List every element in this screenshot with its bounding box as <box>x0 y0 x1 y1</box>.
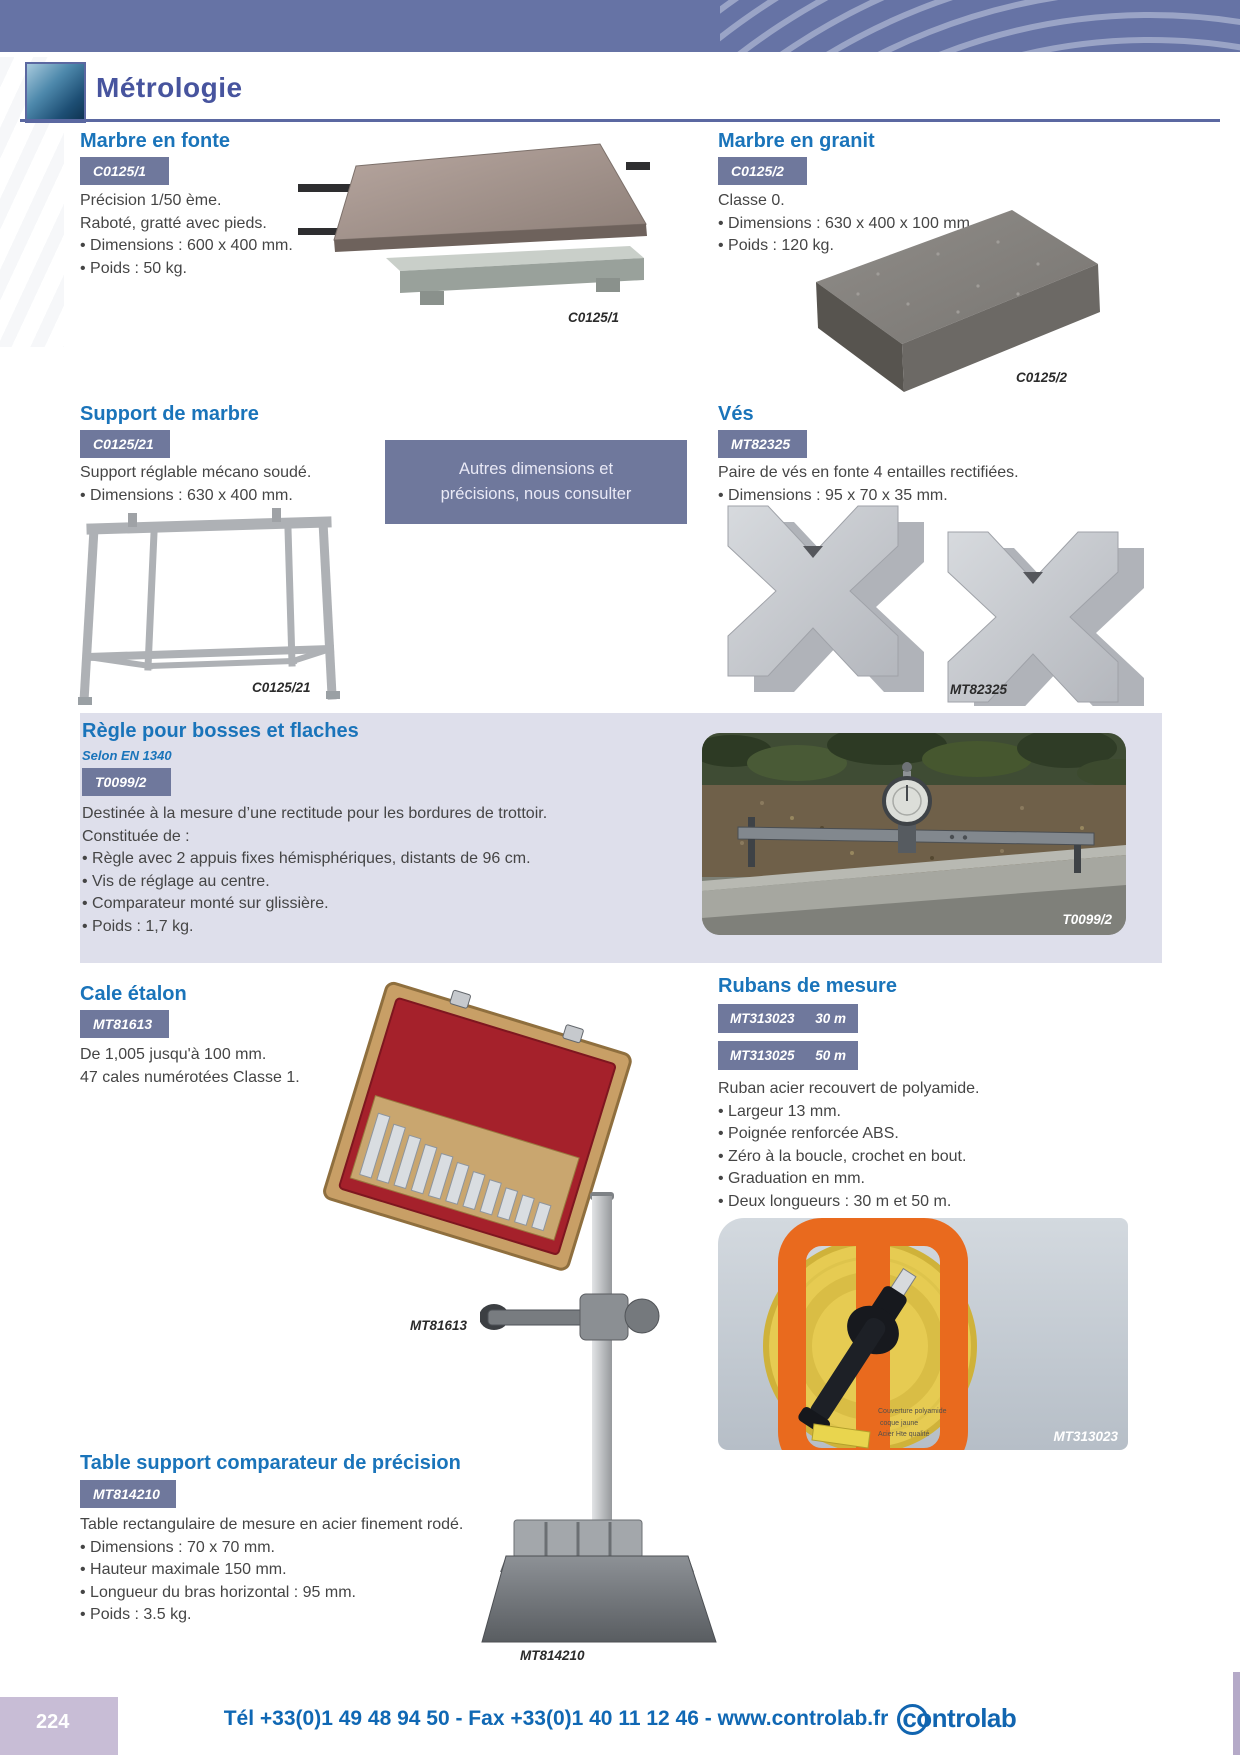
photo-caption-mt81613: MT81613 <box>410 1318 468 1333</box>
ref-code: MT313025 <box>730 1048 795 1063</box>
photo-caption-mt814210: MT814210 <box>520 1648 585 1663</box>
ref-badge-c0125-2: C0125/2 <box>718 157 807 185</box>
description-line: • Largeur 13 mm. <box>718 1102 841 1120</box>
photo-caption-c0125-1: C0125/1 <box>568 310 620 325</box>
page-title: Métrologie <box>96 72 243 103</box>
description-line: • Dimensions : 600 x 400 mm. <box>80 237 293 254</box>
ref-length: 30 m <box>815 1011 846 1026</box>
description-line: • Poids : 120 kg. <box>718 237 834 254</box>
description-line: • Poids : 3.5 kg. <box>80 1606 192 1623</box>
ref-badge-mt82325: MT82325 <box>718 430 807 458</box>
description-line: • Poignée renforcée ABS. <box>718 1125 899 1142</box>
description-line: Classe 0. <box>718 192 785 209</box>
description-line: • Graduation en mm. <box>718 1170 865 1187</box>
description-line: Raboté, gratté avec pieds. <box>80 214 267 232</box>
tape-label: Couverture polyamide <box>878 1408 947 1415</box>
description-marbre-fonte <box>80 190 293 280</box>
header-rule <box>20 119 1220 122</box>
rubans-photo <box>718 1218 1128 1450</box>
description-line: 47 cales numérotées Classe 1. <box>80 1068 300 1086</box>
description-line: Support réglable mécano soudé. <box>80 464 312 481</box>
description-rubans <box>718 1078 979 1213</box>
section-title-rubans: Rubans de mesure <box>718 975 897 997</box>
ves-photo <box>648 498 1160 706</box>
photo-caption-mt313023: MT313023 <box>1053 1429 1118 1444</box>
description-line: Destinée à la mesure d’une rectitude pour les bordures de trottoir. <box>82 805 548 822</box>
description-line: • Comparateur monté sur glissière. <box>82 895 329 912</box>
tape-label: Acier Hte qualité <box>878 1431 930 1438</box>
right-edge-bar <box>1233 1672 1240 1755</box>
consult-note-box <box>385 440 687 524</box>
section-title-cale-etalon: Cale étalon <box>80 983 187 1005</box>
tape-label: coque jaune <box>880 1420 919 1427</box>
controlab-logo: controlab <box>902 1703 1017 1733</box>
description-line: De 1,005 jusqu'à 100 mm. <box>80 1046 267 1063</box>
description-line: • Dimensions : 630 x 400 mm. <box>80 486 293 504</box>
description-line: • Zéro à la boucle, crochet en bout. <box>718 1147 967 1165</box>
description-line: Table rectangulaire de mesure en acier finement rodé. <box>80 1516 464 1533</box>
note-line: Autres dimensions et <box>458 460 614 478</box>
ref-badge-mt313023 <box>718 1004 858 1033</box>
metrologie-thumbnail-icon <box>25 62 86 123</box>
photo-caption-c0125-2: C0125/2 <box>1016 370 1068 385</box>
regle-photo <box>702 733 1126 935</box>
ref-code: MT313023 <box>730 1011 795 1026</box>
description-table-support <box>80 1514 463 1627</box>
section-subtitle-regle: Selon EN 1340 <box>82 748 172 763</box>
description-line: • Hauteur maximale 150 mm. <box>80 1561 287 1578</box>
photo-caption-mt82325: MT82325 <box>950 682 1008 697</box>
description-regle <box>82 803 547 938</box>
ref-badge-mt81613: MT81613 <box>80 1010 169 1038</box>
banner-arcs-decoration <box>720 0 1240 52</box>
description-line: • Dimensions : 70 x 70 mm. <box>80 1538 275 1556</box>
description-line: Précision 1/50 ème. <box>80 192 222 209</box>
marbre-fonte-photo <box>298 128 650 318</box>
footer-contact-line: Tél +33(0)1 49 48 94 50 - Fax +33(0)1 40 11 12 46 - www.controlab.fr <box>223 1706 889 1730</box>
section-title-support-marbre: Support de marbre <box>80 403 259 425</box>
ref-badge-t0099-2: T0099/2 <box>82 768 171 796</box>
ref-badge-mt814210: MT814210 <box>80 1480 176 1508</box>
description-line: Constituée de : <box>82 827 190 845</box>
support-marbre-photo <box>76 505 344 705</box>
table-support-photo <box>480 1190 720 1652</box>
description-support-marbre <box>80 462 311 507</box>
description-line: • Dimensions : 95 x 70 x 35 mm. <box>718 486 948 504</box>
description-line: • Poids : 1,7 kg. <box>82 917 194 935</box>
description-line: • Dimensions : 630 x 400 x 100 mm. <box>718 214 975 232</box>
description-line: • Poids : 50 kg. <box>80 259 187 277</box>
description-line: • Règle avec 2 appuis fixes hémisphériques, distants de 96 cm. <box>82 850 531 867</box>
top-banner <box>0 0 1240 52</box>
ref-length: 50 m <box>815 1048 846 1063</box>
ref-badge-c0125-21: C0125/21 <box>80 430 170 458</box>
section-title-marbre-granit: Marbre en granit <box>718 130 875 152</box>
ref-badge-c0125-1: C0125/1 <box>80 157 169 185</box>
section-title-table-support: Table support comparateur de précision <box>80 1452 461 1474</box>
description-line: • Longueur du bras horizontal : 95 mm. <box>80 1583 356 1601</box>
description-line: • Deux longueurs : 30 m et 50 m. <box>718 1192 952 1210</box>
photo-caption-c0125-21: C0125/21 <box>252 680 311 695</box>
photo-caption-t0099-2: T0099/2 <box>1062 912 1112 927</box>
footer <box>0 1703 1240 1734</box>
section-title-marbre-fonte: Marbre en fonte <box>80 130 231 152</box>
note-line: précisions, nous consulter <box>440 485 632 503</box>
section-title-ves: Vés <box>718 403 754 425</box>
description-line: Ruban acier recouvert de polyamide. <box>718 1080 980 1097</box>
description-line: • Vis de réglage au centre. <box>82 872 270 890</box>
description-cale-etalon <box>80 1044 300 1089</box>
marbre-granit-photo <box>788 194 1118 394</box>
ref-badge-mt313025 <box>718 1041 858 1070</box>
description-line: Paire de vés en fonte 4 entailles rectifiées. <box>718 464 1019 481</box>
page-number: 224 <box>36 1711 70 1733</box>
section-title-regle: Règle pour bosses et flaches <box>82 720 359 742</box>
